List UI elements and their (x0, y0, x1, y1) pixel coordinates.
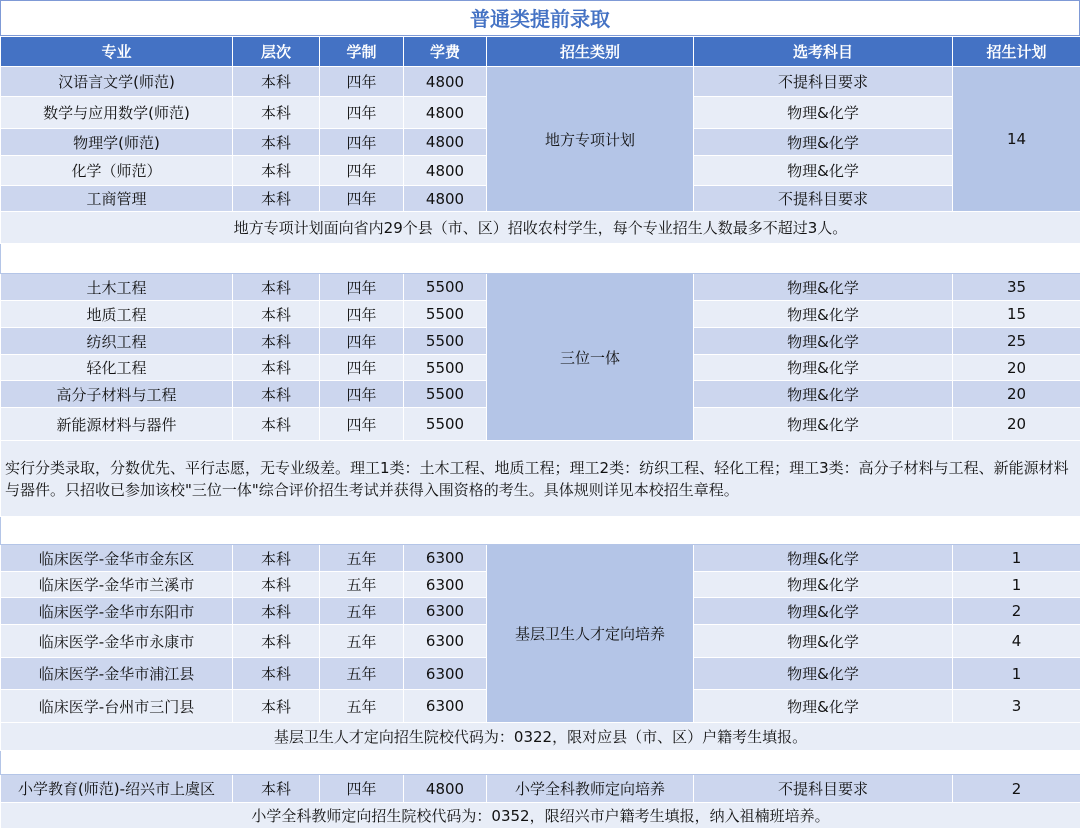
major-cell: 轻化工程 (1, 355, 233, 381)
note-cell: 小学全科教师定向招生院校代码为：0352，限绍兴市户籍考生填报，纳入祖楠班培养。 (1, 803, 1080, 829)
fee-cell: 5500 (404, 301, 487, 328)
col-header-fee: 学费 (404, 37, 487, 67)
subjects-cell: 不提科目要求 (694, 186, 953, 212)
subjects-cell: 物理&化学 (694, 355, 953, 381)
fee-cell: 6300 (404, 545, 487, 572)
major-cell: 临床医学-金华市浦江县 (1, 658, 233, 690)
spacer-row (1, 751, 1080, 775)
fee-cell: 5500 (404, 274, 487, 301)
plan-cell: 2 (953, 598, 1080, 625)
major-cell: 临床医学-金华市金东区 (1, 545, 233, 572)
fee-cell: 5500 (404, 381, 487, 408)
level-cell: 本科 (233, 690, 320, 723)
level-cell: 本科 (233, 658, 320, 690)
plan-cell: 2 (953, 775, 1080, 803)
years-cell: 四年 (320, 97, 404, 129)
fee-cell: 4800 (404, 97, 487, 129)
major-cell: 高分子材料与工程 (1, 381, 233, 408)
level-cell: 本科 (233, 274, 320, 301)
subjects-cell: 物理&化学 (694, 598, 953, 625)
category-cell: 三位一体 (487, 274, 694, 441)
section-note (1, 723, 1080, 751)
category-cell: 地方专项计划 (487, 67, 694, 212)
fee-cell: 6300 (404, 658, 487, 690)
col-header-major: 专业 (1, 37, 233, 67)
col-header-years: 学制 (320, 37, 404, 67)
level-cell: 本科 (233, 97, 320, 129)
years-cell: 四年 (320, 67, 404, 97)
plan-cell: 4 (953, 625, 1080, 658)
fee-cell: 4800 (404, 156, 487, 186)
category-cell: 基层卫生人才定向培养 (487, 545, 694, 723)
spacer-row (1, 517, 1080, 545)
fee-cell: 6300 (404, 625, 487, 658)
major-cell: 地质工程 (1, 301, 233, 328)
level-cell: 本科 (233, 67, 320, 97)
fee-cell: 4800 (404, 775, 487, 803)
major-cell: 临床医学-台州市三门县 (1, 690, 233, 723)
major-cell: 工商管理 (1, 186, 233, 212)
plan-cell: 3 (953, 690, 1080, 723)
col-header-plan: 招生计划 (953, 37, 1080, 67)
level-cell: 本科 (233, 301, 320, 328)
major-cell: 土木工程 (1, 274, 233, 301)
subjects-cell: 物理&化学 (694, 274, 953, 301)
major-cell: 临床医学-金华市永康市 (1, 625, 233, 658)
level-cell: 本科 (233, 156, 320, 186)
subjects-cell: 物理&化学 (694, 97, 953, 129)
level-cell: 本科 (233, 545, 320, 572)
years-cell: 五年 (320, 658, 404, 690)
level-cell: 本科 (233, 328, 320, 355)
major-cell: 汉语言文学(师范) (1, 67, 233, 97)
header-row (1, 37, 1080, 67)
level-cell: 本科 (233, 408, 320, 441)
admission-table (0, 36, 1080, 829)
major-cell: 物理学(师范) (1, 129, 233, 156)
major-cell: 临床医学-金华市兰溪市 (1, 572, 233, 598)
fee-cell: 6300 (404, 572, 487, 598)
years-cell: 四年 (320, 328, 404, 355)
table-row (1, 274, 1080, 301)
plan-cell: 25 (953, 328, 1080, 355)
plan-cell: 20 (953, 355, 1080, 381)
subjects-cell: 物理&化学 (694, 381, 953, 408)
fee-cell: 5500 (404, 408, 487, 441)
years-cell: 四年 (320, 186, 404, 212)
fee-cell: 5500 (404, 355, 487, 381)
subjects-cell: 物理&化学 (694, 572, 953, 598)
years-cell: 四年 (320, 775, 404, 803)
table-row (1, 67, 1080, 97)
level-cell: 本科 (233, 775, 320, 803)
major-cell: 临床医学-金华市东阳市 (1, 598, 233, 625)
years-cell: 五年 (320, 598, 404, 625)
years-cell: 四年 (320, 408, 404, 441)
level-cell: 本科 (233, 186, 320, 212)
subjects-cell: 物理&化学 (694, 658, 953, 690)
subjects-cell: 物理&化学 (694, 328, 953, 355)
fee-cell: 4800 (404, 67, 487, 97)
plan-cell: 15 (953, 301, 1080, 328)
subjects-cell: 物理&化学 (694, 408, 953, 441)
plan-cell: 20 (953, 408, 1080, 441)
plan-cell: 20 (953, 381, 1080, 408)
subjects-cell: 物理&化学 (694, 156, 953, 186)
spacer-row (1, 244, 1080, 274)
major-cell: 化学（师范） (1, 156, 233, 186)
years-cell: 五年 (320, 545, 404, 572)
subjects-cell: 物理&化学 (694, 625, 953, 658)
years-cell: 五年 (320, 625, 404, 658)
major-cell: 新能源材料与器件 (1, 408, 233, 441)
subjects-cell: 物理&化学 (694, 301, 953, 328)
level-cell: 本科 (233, 598, 320, 625)
fee-cell: 4800 (404, 129, 487, 156)
subjects-cell: 不提科目要求 (694, 775, 953, 803)
col-header-category: 招生类别 (487, 37, 694, 67)
section-note (1, 803, 1080, 829)
major-cell: 小学教育(师范)-绍兴市上虞区 (1, 775, 233, 803)
plan-cell: 14 (953, 67, 1080, 212)
level-cell: 本科 (233, 572, 320, 598)
col-header-subjects: 选考科目 (694, 37, 953, 67)
plan-cell: 1 (953, 572, 1080, 598)
subjects-cell: 物理&化学 (694, 129, 953, 156)
level-cell: 本科 (233, 625, 320, 658)
table-row (1, 545, 1080, 572)
plan-cell: 35 (953, 274, 1080, 301)
table-row (1, 775, 1080, 803)
level-cell: 本科 (233, 355, 320, 381)
major-cell: 纺织工程 (1, 328, 233, 355)
years-cell: 四年 (320, 156, 404, 186)
years-cell: 五年 (320, 690, 404, 723)
level-cell: 本科 (233, 381, 320, 408)
years-cell: 四年 (320, 381, 404, 408)
page-title: 普通类提前录取 (0, 0, 1080, 36)
fee-cell: 4800 (404, 186, 487, 212)
major-cell: 数学与应用数学(师范) (1, 97, 233, 129)
years-cell: 四年 (320, 301, 404, 328)
category-cell: 小学全科教师定向培养 (487, 775, 694, 803)
col-header-level: 层次 (233, 37, 320, 67)
note-cell: 地方专项计划面向省内29个县（市、区）招收农村学生，每个专业招生人数最多不超过3人。 (1, 212, 1080, 244)
subjects-cell: 不提科目要求 (694, 67, 953, 97)
plan-cell: 1 (953, 545, 1080, 572)
note-cell: 实行分类录取，分数优先、平行志愿，无专业级差。理工1类：土木工程、地质工程；理工2类：纺织工程、轻化工程；理工3类：高分子材料与工程、新能源材料与器件。只招收已参加该校"三位一体"综合评价招生考试并获得入围资格的考生。具体规则详见本校招生章程。 (1, 441, 1080, 517)
years-cell: 四年 (320, 129, 404, 156)
fee-cell: 6300 (404, 598, 487, 625)
section-note (1, 212, 1080, 244)
level-cell: 本科 (233, 129, 320, 156)
years-cell: 四年 (320, 355, 404, 381)
plan-cell: 1 (953, 658, 1080, 690)
subjects-cell: 物理&化学 (694, 690, 953, 723)
years-cell: 四年 (320, 274, 404, 301)
subjects-cell: 物理&化学 (694, 545, 953, 572)
years-cell: 五年 (320, 572, 404, 598)
fee-cell: 5500 (404, 328, 487, 355)
section-note (1, 441, 1080, 517)
note-cell: 基层卫生人才定向招生院校代码为：0322，限对应县（市、区）户籍考生填报。 (1, 723, 1080, 751)
fee-cell: 6300 (404, 690, 487, 723)
